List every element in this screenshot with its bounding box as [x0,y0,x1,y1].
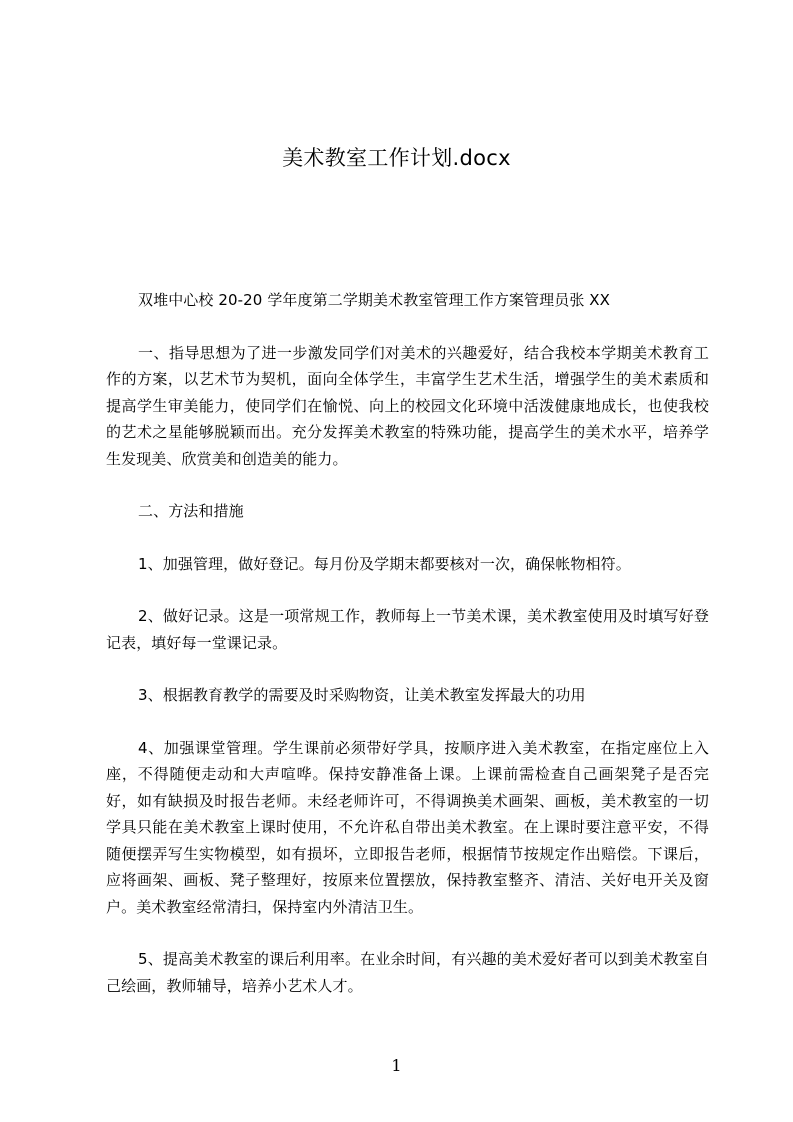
paragraph-gap [106,577,709,603]
methods-heading: 二、方法和措施 [138,502,244,520]
measure-3-paragraph: 3、根据教育教学的需要及时采购物资，让美术教室发挥最大的功用 [138,686,586,704]
page-number: 1 [391,1056,402,1075]
measure-5-paragraph: 5、提高美术教室的课后利用率。在业余时间，有兴趣的美术爱好者可以到美术教室自己绘画，教师辅导，培养小艺术人才。 [106,950,709,995]
paragraph-gap [106,709,709,735]
school-plan-heading: 双堆中心校 20-20 学年度第二学期美术教室管理工作方案管理员张 XX [138,291,611,309]
document-title: 美术教室工作计划.docx [282,146,511,170]
paragraph-gap [106,920,709,946]
measure-4-paragraph: 4、加强课堂管理。学生课前必须带好学具，按顺序进入美术教室，在指定座位上入座，不得随便走动和大声喧哗。保持安静准备上课。上课前需检查自己画架凳子是否完好，如有缺损及时报告老师。未经老师许可，不得调换美术画架、画板，美术教室的一切学具只能在美术教室上课时使用，不允许私自带出美术教室。在上课时要注意平安，不得随便摆弄写生实物模型，如有损坏，立即报告老师，根据情节按规定作出赔偿。下课后，应将画架、画板、凳子整理好，按原来位置摆放，保持教室整齐、清洁、关好电开关及窗户。美术教室经常清扫，保持室内外清洁卫生。 [106,738,709,916]
paragraph-gap [106,656,709,682]
guiding-ideology-paragraph: 一、指导思想为了进一步激发同学们对美术的兴趣爱好，结合我校本学期美术教育工作的方案，以艺术节为契机，面向全体学生，丰富学生艺术生活，增强学生的美术素质和提高学生审美能力，使同学们在愉悦、向上的校园文化环境中活泼健康地成长，也使我校的艺术之星能够脱颖而出。充分发挥美术教室的特殊功能，提高学生的美术水平，培养学生发现美、欣赏美和创造美的能力。 [106,343,709,468]
paragraph-gap [106,314,709,340]
measure-1-paragraph: 1、加强管理，做好登记。每月份及学期末都要核对一次，确保帐物相符。 [138,554,631,573]
paragraph-gap [106,472,709,498]
paragraph-gap [106,525,709,551]
measure-2-paragraph: 2、做好记录。这是一项常规工作，教师每上一节美术课，美术教室使用及时填写好登记表，填好每一堂课记录。 [106,607,709,652]
document-body [106,287,709,999]
